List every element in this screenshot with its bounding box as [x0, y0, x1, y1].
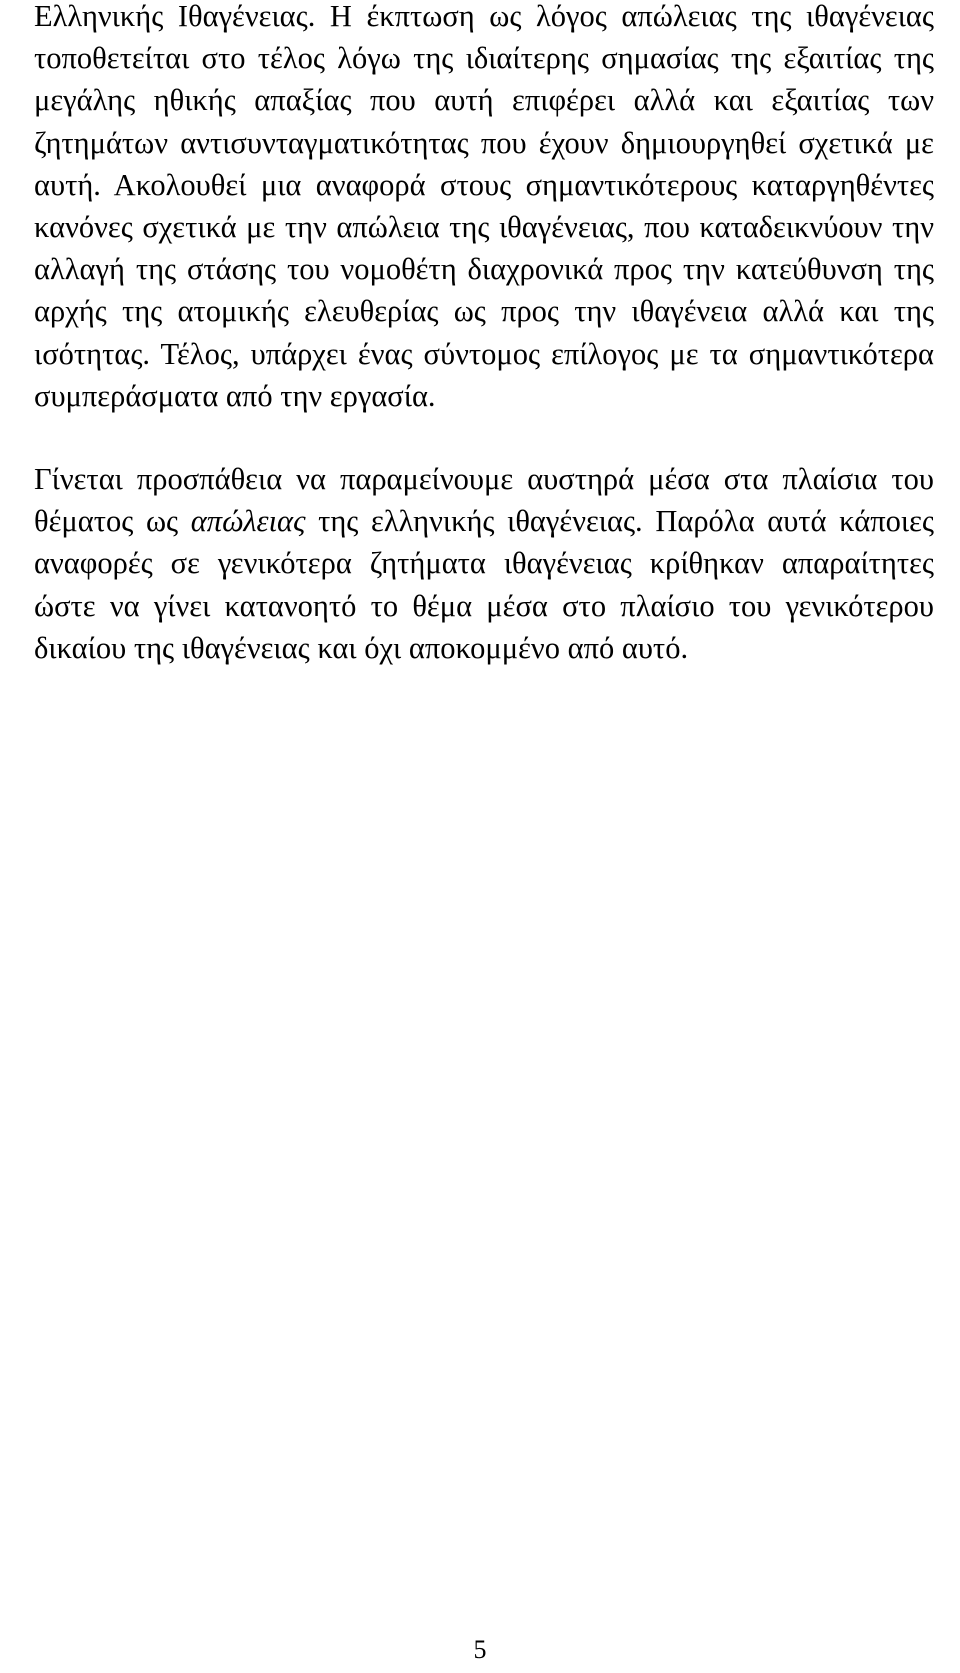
emphasized-term: απώλειας: [190, 504, 306, 539]
paragraph-2-text-end: της ελληνικής ιθαγένειας. Παρόλα αυτά κάποιες αναφορές σε γενικότερα ζητήματα ιθαγένειας κρίθηκαν απαραίτητες ώστε να γίνει κατανοητό το θέμα μέσα στο πλαίσιο του γενικότερου δικαίου της ιθαγένειας και όχι αποκομμένο από αυτό.: [34, 504, 934, 665]
paragraph-2-text-start: Γίνεται προσπάθεια να παραμείνουμε αυστηρά μέσα στα πλαίσια του θέματος ως: [34, 462, 934, 539]
page-body: [34, 0, 934, 669]
page-number: 5: [473, 1635, 487, 1664]
body-paragraph-2: [34, 458, 934, 669]
body-paragraph-1: Ελληνικής Ιθαγένειας. Η έκπτωση ως λόγος απώλειας της ιθαγένειας τοποθετείται στο τέλος λόγω της ιδιαίτερης σημασίας της εξαιτίας της μεγάλης ηθικής απαξίας που αυτή επιφέρει αλλά και εξαιτίας των ζητημάτων αντισυνταγματικότητας που έχουν δημιουργηθεί σχετικά με αυτή. Ακολουθεί μια αναφορά στους σημαντικότερους καταργηθέντες κανόνες σχετικά με την απώλεια της ιθαγένειας, που καταδεικνύουν την αλλαγή της στάσης του νομοθέτη διαχρονικά προς την κατεύθυνση της αρχής της ατομικής ελευθερίας ως προς την ιθαγένεια αλλά και της ισότητας. Τέλος, υπάρχει ένας σύντομος επίλογος με τα σημαντικότερα συμπεράσματα από την εργασία.: [34, 0, 934, 413]
